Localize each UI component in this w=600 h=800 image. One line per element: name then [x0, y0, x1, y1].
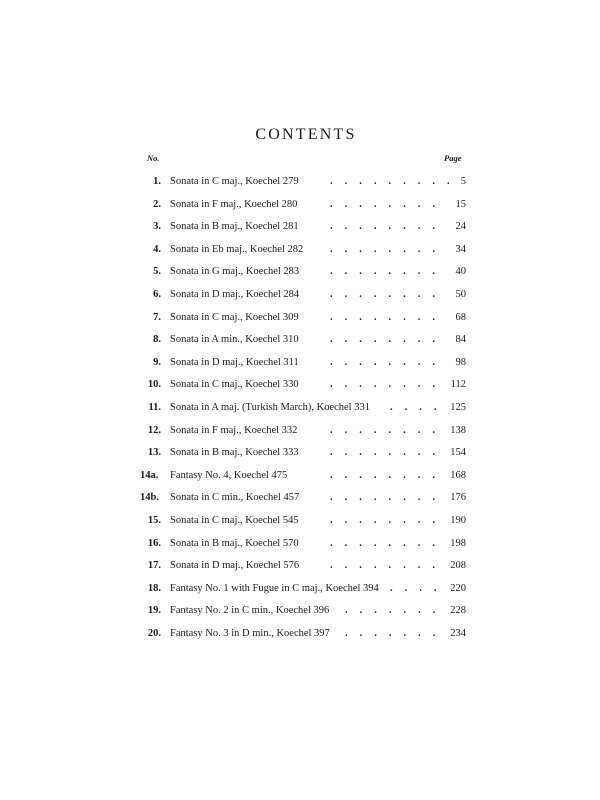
entry-number: 19. — [147, 605, 161, 617]
entry-title: Sonata in D maj., Koechel 284 — [170, 288, 300, 300]
toc-entry — [140, 307, 466, 330]
dot-leader: ........ — [330, 514, 447, 526]
entry-page-number: 154 — [450, 447, 466, 459]
entry-number: 1. — [153, 176, 161, 187]
dot-leader: ........ — [330, 537, 447, 549]
entry-title: Sonata in C maj., Koechel 279 — [170, 176, 299, 187]
entry-number: 3. — [153, 221, 161, 233]
toc-entry — [140, 171, 466, 194]
entry-page-number: 234 — [450, 627, 466, 639]
entry-number: 12. — [147, 424, 161, 436]
entry-page-number: 125 — [450, 401, 466, 413]
toc-entry — [140, 239, 466, 262]
dot-leader: ........ — [330, 311, 447, 323]
entry-page-number: 15 — [455, 198, 466, 210]
entry-page-number: 84 — [455, 334, 466, 346]
entry-title: Sonata in C maj., Koechel 330 — [170, 379, 299, 391]
entry-title: Fantasy No. 3 in D min., Koechel 397 — [170, 627, 330, 639]
entry-title: Sonata in G maj., Koechel 283 — [170, 266, 300, 278]
toc-entry — [140, 487, 466, 510]
dot-leader: ....... — [345, 627, 448, 639]
number-column-header: No. — [147, 153, 160, 163]
dot-leader: ........ — [330, 379, 447, 391]
dot-leader: ........ — [330, 243, 447, 255]
entry-number: 5. — [153, 266, 161, 278]
dot-leader: ........ — [330, 221, 447, 233]
toc-entry — [140, 374, 466, 397]
entry-title: Sonata in B maj., Koechel 333 — [170, 447, 299, 459]
entry-title: Fantasy No. 2 in C min., Koechel 396 — [170, 605, 330, 617]
entry-page-number: 168 — [450, 469, 466, 481]
dot-leader: ........ — [330, 266, 447, 278]
entry-title: Sonata in A maj. (Turkish March), Koechel 331 — [170, 401, 370, 413]
entry-page-number: 5 — [460, 176, 466, 187]
entry-number: 7. — [153, 311, 161, 323]
entry-title: Sonata in C maj., Koechel 545 — [170, 514, 299, 526]
entry-title: Sonata in B maj., Koechel 570 — [170, 537, 299, 549]
entry-page-number: 24 — [455, 221, 466, 233]
dot-leader: ........ — [330, 334, 447, 346]
entry-title: Fantasy No. 4, Koechel 475 — [170, 469, 288, 481]
entry-title: Sonata in C min., Koechel 457 — [170, 492, 300, 504]
entry-title: Fantasy No. 1 with Fugue in C maj., Koechel 394 — [170, 582, 379, 594]
entry-title: Sonata in D maj., Koechel 576 — [170, 560, 300, 572]
entry-title: Sonata in Eb maj., Koechel 282 — [170, 243, 304, 255]
toc-entry — [140, 216, 466, 239]
entry-page-number: 50 — [455, 288, 466, 300]
entry-page-number: 68 — [455, 311, 466, 323]
dot-leader: ........ — [330, 560, 447, 572]
toc-entry — [140, 329, 466, 352]
toc-entry — [140, 578, 466, 601]
dot-leader: ....... — [345, 605, 448, 617]
toc-entry — [140, 284, 466, 307]
toc-entry — [140, 397, 466, 420]
dot-leader: ........ — [330, 198, 447, 210]
entry-page-number: 198 — [450, 537, 466, 549]
dot-leader: .... — [390, 582, 449, 594]
entry-page-number: 34 — [455, 243, 466, 255]
entry-number: 20. — [147, 627, 161, 639]
toc-entry — [140, 510, 466, 533]
entry-number: 11. — [148, 401, 161, 413]
dot-leader: .... — [390, 401, 449, 413]
entry-title: Sonata in C maj., Koechel 309 — [170, 311, 299, 323]
entry-number: 8. — [153, 334, 161, 346]
entry-number: 14b. — [140, 492, 159, 504]
entry-page-number: 176 — [450, 492, 466, 504]
dot-leader: ........ — [330, 356, 447, 368]
toc-entry — [140, 261, 466, 284]
toc-entry — [140, 533, 466, 556]
dot-leader: ........ — [330, 447, 447, 459]
toc-entry — [140, 420, 466, 443]
entry-page-number: 208 — [450, 560, 466, 572]
entry-page-number: 220 — [450, 582, 466, 594]
page-title: CONTENTS — [255, 126, 357, 143]
dot-leader: ......... — [330, 176, 462, 187]
dot-leader: ........ — [330, 288, 447, 300]
entry-title: Sonata in D maj., Koechel 311 — [170, 356, 299, 368]
entry-page-number: 190 — [450, 514, 466, 526]
entry-title: Sonata in B maj., Koechel 281 — [170, 221, 299, 233]
toc-entry — [140, 465, 466, 488]
entry-number: 15. — [147, 514, 161, 526]
entry-page-number: 228 — [450, 605, 466, 617]
entry-title: Sonata in F maj., Koechel 332 — [170, 424, 298, 436]
toc-entry — [140, 600, 466, 623]
entry-page-number: 138 — [450, 424, 466, 436]
entry-page-number: 112 — [450, 379, 466, 391]
toc-entry — [140, 555, 466, 578]
entry-number: 18. — [147, 582, 161, 594]
toc-entry — [140, 442, 466, 465]
dot-leader: ........ — [330, 492, 447, 504]
dot-leader: ........ — [330, 469, 447, 481]
toc-entry — [140, 194, 466, 217]
dot-leader: ........ — [330, 424, 447, 436]
entry-number: 4. — [153, 243, 161, 255]
entry-number: 16. — [147, 537, 161, 549]
entry-number: 17. — [147, 560, 161, 572]
page-column-header: Page — [444, 153, 462, 163]
entry-number: 14a. — [140, 469, 159, 481]
entry-number: 10. — [147, 379, 161, 391]
entry-number: 6. — [153, 288, 161, 300]
entry-number: 2. — [153, 198, 161, 210]
entry-page-number: 98 — [455, 356, 466, 368]
entry-title: Sonata in A min., Koechel 310 — [170, 334, 299, 346]
toc-entry — [140, 352, 466, 375]
table-of-contents — [140, 171, 466, 645]
entry-page-number: 40 — [455, 266, 466, 278]
entry-number: 9. — [153, 356, 161, 368]
entry-number: 13. — [147, 447, 161, 459]
toc-entry — [140, 623, 466, 646]
entry-title: Sonata in F maj., Koechel 280 — [170, 198, 298, 210]
